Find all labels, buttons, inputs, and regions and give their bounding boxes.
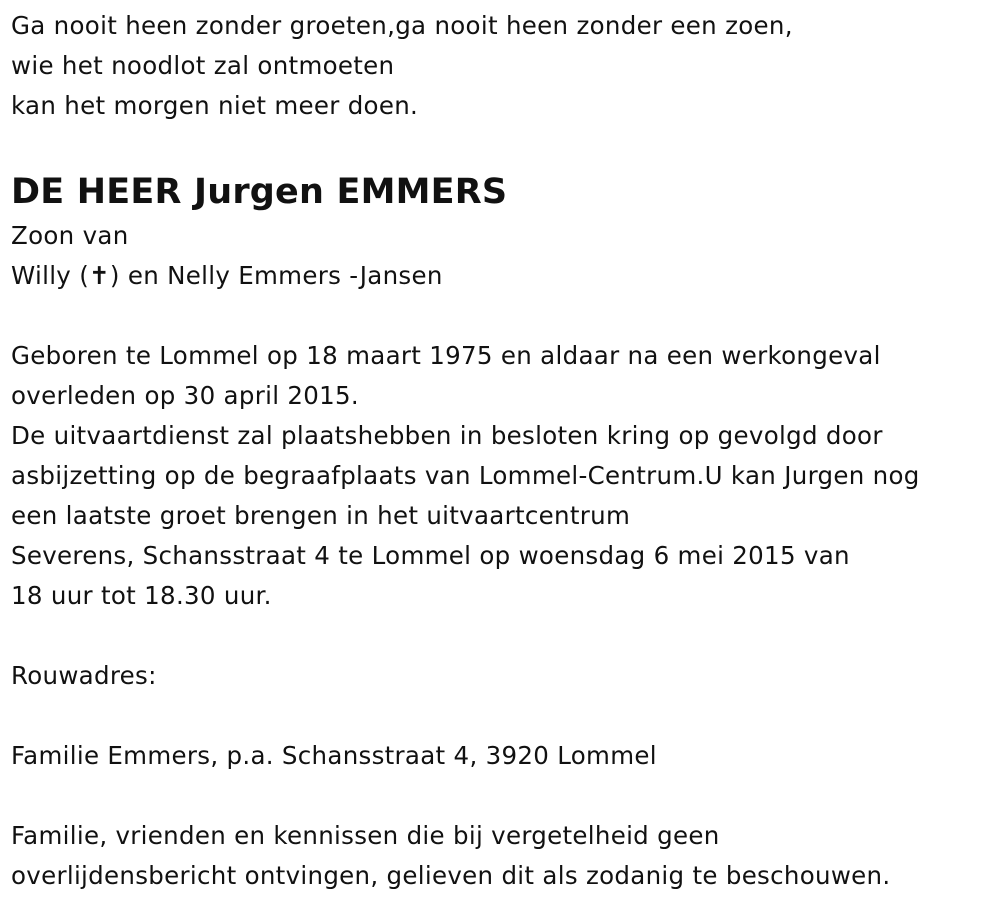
spacer	[11, 696, 996, 736]
announcement-line: een laatste groet brengen in het uitvaartcentrum	[11, 501, 631, 530]
announcement-line: overleden op 30 april 2015.	[11, 381, 360, 410]
obituary-document	[11, 0, 996, 896]
closing-line: Familie, vrienden en kennissen die bij vergetelheid geen	[11, 821, 720, 850]
address-value: Familie Emmers, p.a. Schansstraat 4, 3920 Lommel	[11, 741, 657, 770]
announcement-line: Geboren te Lommel op 18 maart 1975 en aldaar na een werkongeval	[11, 341, 881, 370]
closing-line: overlijdensbericht ontvingen, gelieven dit als zodanig te beschouwen.	[11, 861, 891, 890]
announcement-line: asbijzetting op de begraafplaats van Lommel-Centrum.U kan Jurgen nog	[11, 461, 920, 490]
poem-line: Ga nooit heen zonder groeten,ga nooit heen zonder een zoen,	[11, 11, 793, 40]
poem-line: wie het noodlot zal ontmoeten	[11, 51, 395, 80]
announcement-line: Severens, Schansstraat 4 te Lommel op woensdag 6 mei 2015 van	[11, 541, 850, 570]
spacer	[11, 776, 996, 816]
relation-text: Zoon van	[11, 221, 129, 250]
parents-text: Willy (✝) en Nelly Emmers -Jansen	[11, 261, 443, 290]
poem	[11, 6, 996, 126]
announcement-line: 18 uur tot 18.30 uur.	[11, 581, 272, 610]
deceased-name: DE HEER Jurgen EMMERS	[11, 172, 508, 212]
announcement-line: De uitvaartdienst zal plaatshebben in besloten kring op gevolgd door	[11, 421, 883, 450]
closing-note	[11, 816, 996, 896]
announcement	[11, 336, 996, 616]
spacer	[11, 616, 996, 656]
address-label: Rouwadres:	[11, 661, 157, 690]
poem-line: kan het morgen niet meer doen.	[11, 91, 419, 120]
spacer	[11, 296, 996, 336]
